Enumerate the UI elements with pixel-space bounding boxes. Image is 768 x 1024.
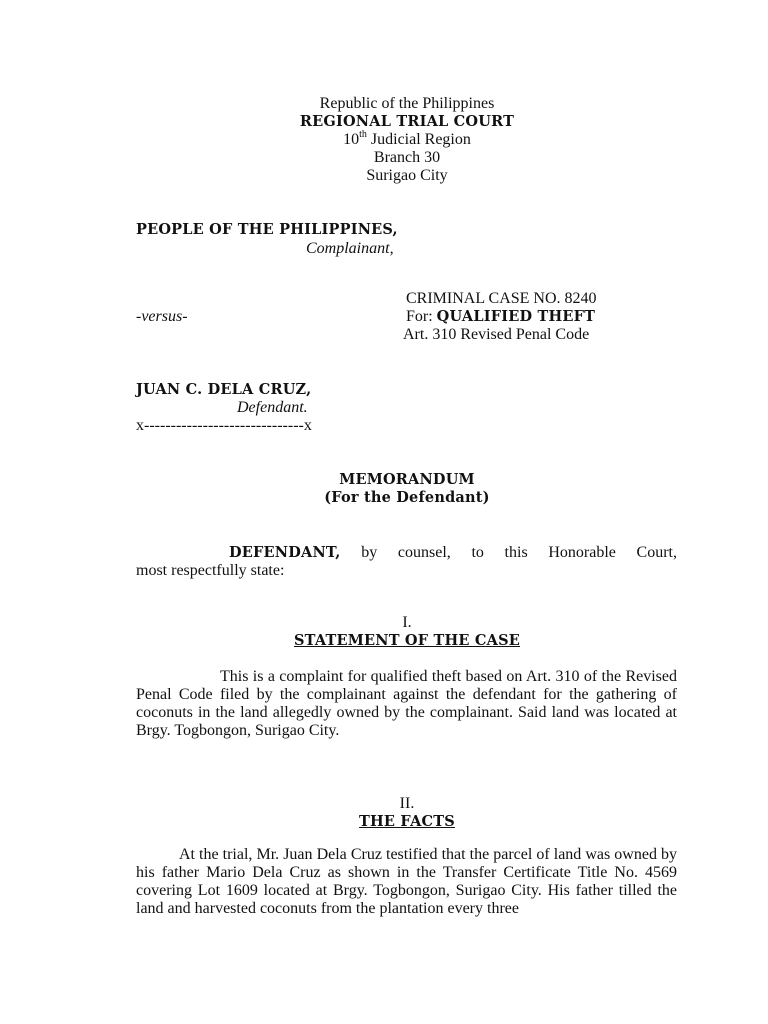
case-number: CRIMINAL CASE NO. 8240 — [406, 290, 597, 307]
section-2-heading: THE FACTS — [359, 813, 455, 830]
court-name: REGIONAL TRIAL COURT — [299, 113, 515, 130]
section-1-body: This is a complaint for qualified theft based on Art. 310 of the Revised Penal Code filed by the complainant against the defendant for the gathering of coconuts in the land allegedly owned by the complainant. Said land was located at Brgy. Togbongon, Surigao City. — [136, 668, 677, 739]
defendant-name: JUAN C. DELA CRUZ, — [136, 381, 312, 398]
judicial-region: 10th Judicial Region — [343, 128, 471, 148]
intro-line-1: DEFENDANT, by counsel, to this Honorable Court, — [229, 544, 677, 561]
charge-line: For: QUALIFIED THEFT — [406, 308, 596, 325]
versus-label: -versus- — [136, 308, 188, 325]
statute-line: Art. 310 Revised Penal Code — [403, 326, 590, 343]
section-1-heading: STATEMENT OF THE CASE — [293, 632, 521, 649]
branch-line: Branch 30 — [373, 149, 441, 166]
section-1-numeral: I. — [402, 614, 412, 631]
section-2-body: At the trial, Mr. Juan Dela Cruz testified that the parcel of land was owned by his father Mario Dela Cruz as shown in the Transfer Certificate Title No. 4569 covering Lot 1609 located at Brgy. Togbongon, Surigao City. His father tilled the land and harvested coconuts from the plantation every three — [136, 846, 677, 917]
section-2-numeral: II. — [399, 795, 415, 812]
plaintiff-role: Complainant, — [306, 240, 394, 257]
caption-separator: x------------------------------x — [136, 417, 312, 434]
city-line: Surigao City — [366, 167, 448, 184]
document-title: MEMORANDUM — [339, 471, 475, 488]
document-subtitle: (For the Defendant) — [324, 489, 490, 506]
plaintiff-name: PEOPLE OF THE PHILIPPINES, — [136, 221, 398, 238]
intro-line-2: most respectfully state: — [136, 562, 285, 579]
republic-line: Republic of the Philippines — [319, 95, 495, 112]
defendant-role: Defendant. — [237, 399, 308, 416]
